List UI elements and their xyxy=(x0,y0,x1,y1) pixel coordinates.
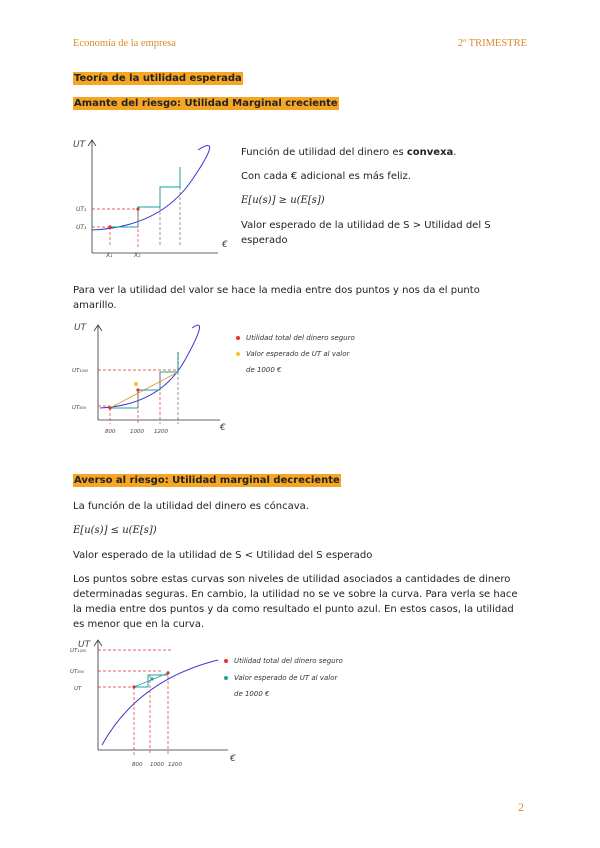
g1-ytick-bottom: UT₁ xyxy=(76,224,87,231)
g3-ytick-ut: UT xyxy=(74,686,82,692)
g3-ytick-1200: UT₁₂₀₀ xyxy=(70,648,87,654)
g2-legend-yellow: Valor esperado de UT al valor xyxy=(236,350,349,358)
g2-legend-yellow-2: de 1000 € xyxy=(246,366,282,374)
header-course: Economía de la empresa xyxy=(73,38,176,49)
g3-legend-red: Utilidad total del dinero seguro xyxy=(224,657,343,665)
g3-xtick-1200: 1200 xyxy=(168,762,182,768)
expected-value-statement-2: Valor esperado de la utilidad de S < Utilidad del S esperado xyxy=(73,550,373,561)
g3-ytick-800: UT₈₀₀ xyxy=(70,669,84,675)
expected-value-statement: Valor esperado de la utilidad de S > Utilidad del S esperado xyxy=(241,220,491,246)
g1-y-label: UT xyxy=(73,140,86,150)
g2-xtick-800: 800 xyxy=(105,429,116,435)
g3-xtick-800: 800 xyxy=(132,762,143,768)
section-title: Teoría de la utilidad esperada xyxy=(74,73,242,84)
g1-xtick-2: X₂ xyxy=(134,252,141,259)
paragraph-yellow-point: Para ver la utilidad del valor se hace la media entre dos puntos y nos da el punto amarillo. xyxy=(73,285,480,311)
section-subtitle-risk-lover: Amante del riesgo: Utilidad Marginal creciente xyxy=(74,98,338,109)
g2-y-label: UT xyxy=(74,323,87,333)
g2-xtick-1000: 1000 xyxy=(130,429,144,435)
g3-y-label: UT xyxy=(78,640,91,650)
graph-convex-expected xyxy=(70,320,240,435)
g2-legend-red: Utilidad total del dinero seguro xyxy=(236,334,355,342)
g2-xtick-1200: 1200 xyxy=(154,429,168,435)
formula-risk-lover: E[u(s)] ≥ u(E[s]) xyxy=(241,195,325,206)
g1-xtick-1: X₁ xyxy=(106,252,113,259)
g3-x-label: € xyxy=(230,754,236,764)
concave-statement: La función de la utilidad del dinero es cóncava. xyxy=(73,501,309,512)
g2-ytick-bottom: UT₈₀₀ xyxy=(72,405,86,411)
section-subtitle-risk-averse: Averso al riesgo: Utilidad marginal decreciente xyxy=(74,475,340,486)
g3-legend-blue: Valor esperado de UT al valor xyxy=(224,674,337,682)
g1-ytick-top: UT₂ xyxy=(76,206,87,213)
convex-statement: Función de utilidad del dinero es convexa. xyxy=(241,147,457,158)
g1-x-label: € xyxy=(222,240,228,250)
formula-risk-averse: E[u(s)] ≤ u(E[s]) xyxy=(73,525,157,536)
graph-concave-utility xyxy=(68,635,248,770)
g2-ytick-top: UT₁₀₀₀ xyxy=(72,368,89,374)
g2-x-label: € xyxy=(220,423,226,433)
graph-convex-utility xyxy=(70,135,240,259)
g3-legend-blue-2: de 1000 € xyxy=(234,690,270,698)
paragraph-blue-point: Los puntos sobre estas curvas son niveles de utilidad asociados a cantidades de dinero determinadas seguras. En cambio, la utilidad no se ve sobre la curva. Para verla se hace la media entre dos puntos y da como resultado el punto azul. En estos casos, la utilidad es menor que en la curva. xyxy=(73,574,518,630)
page-number: 2 xyxy=(518,800,524,814)
g3-xtick-1000: 1000 xyxy=(150,762,164,768)
header-term: 2º TRIMESTRE xyxy=(457,38,527,49)
happier-statement: Con cada € adicional es más feliz. xyxy=(241,171,411,182)
